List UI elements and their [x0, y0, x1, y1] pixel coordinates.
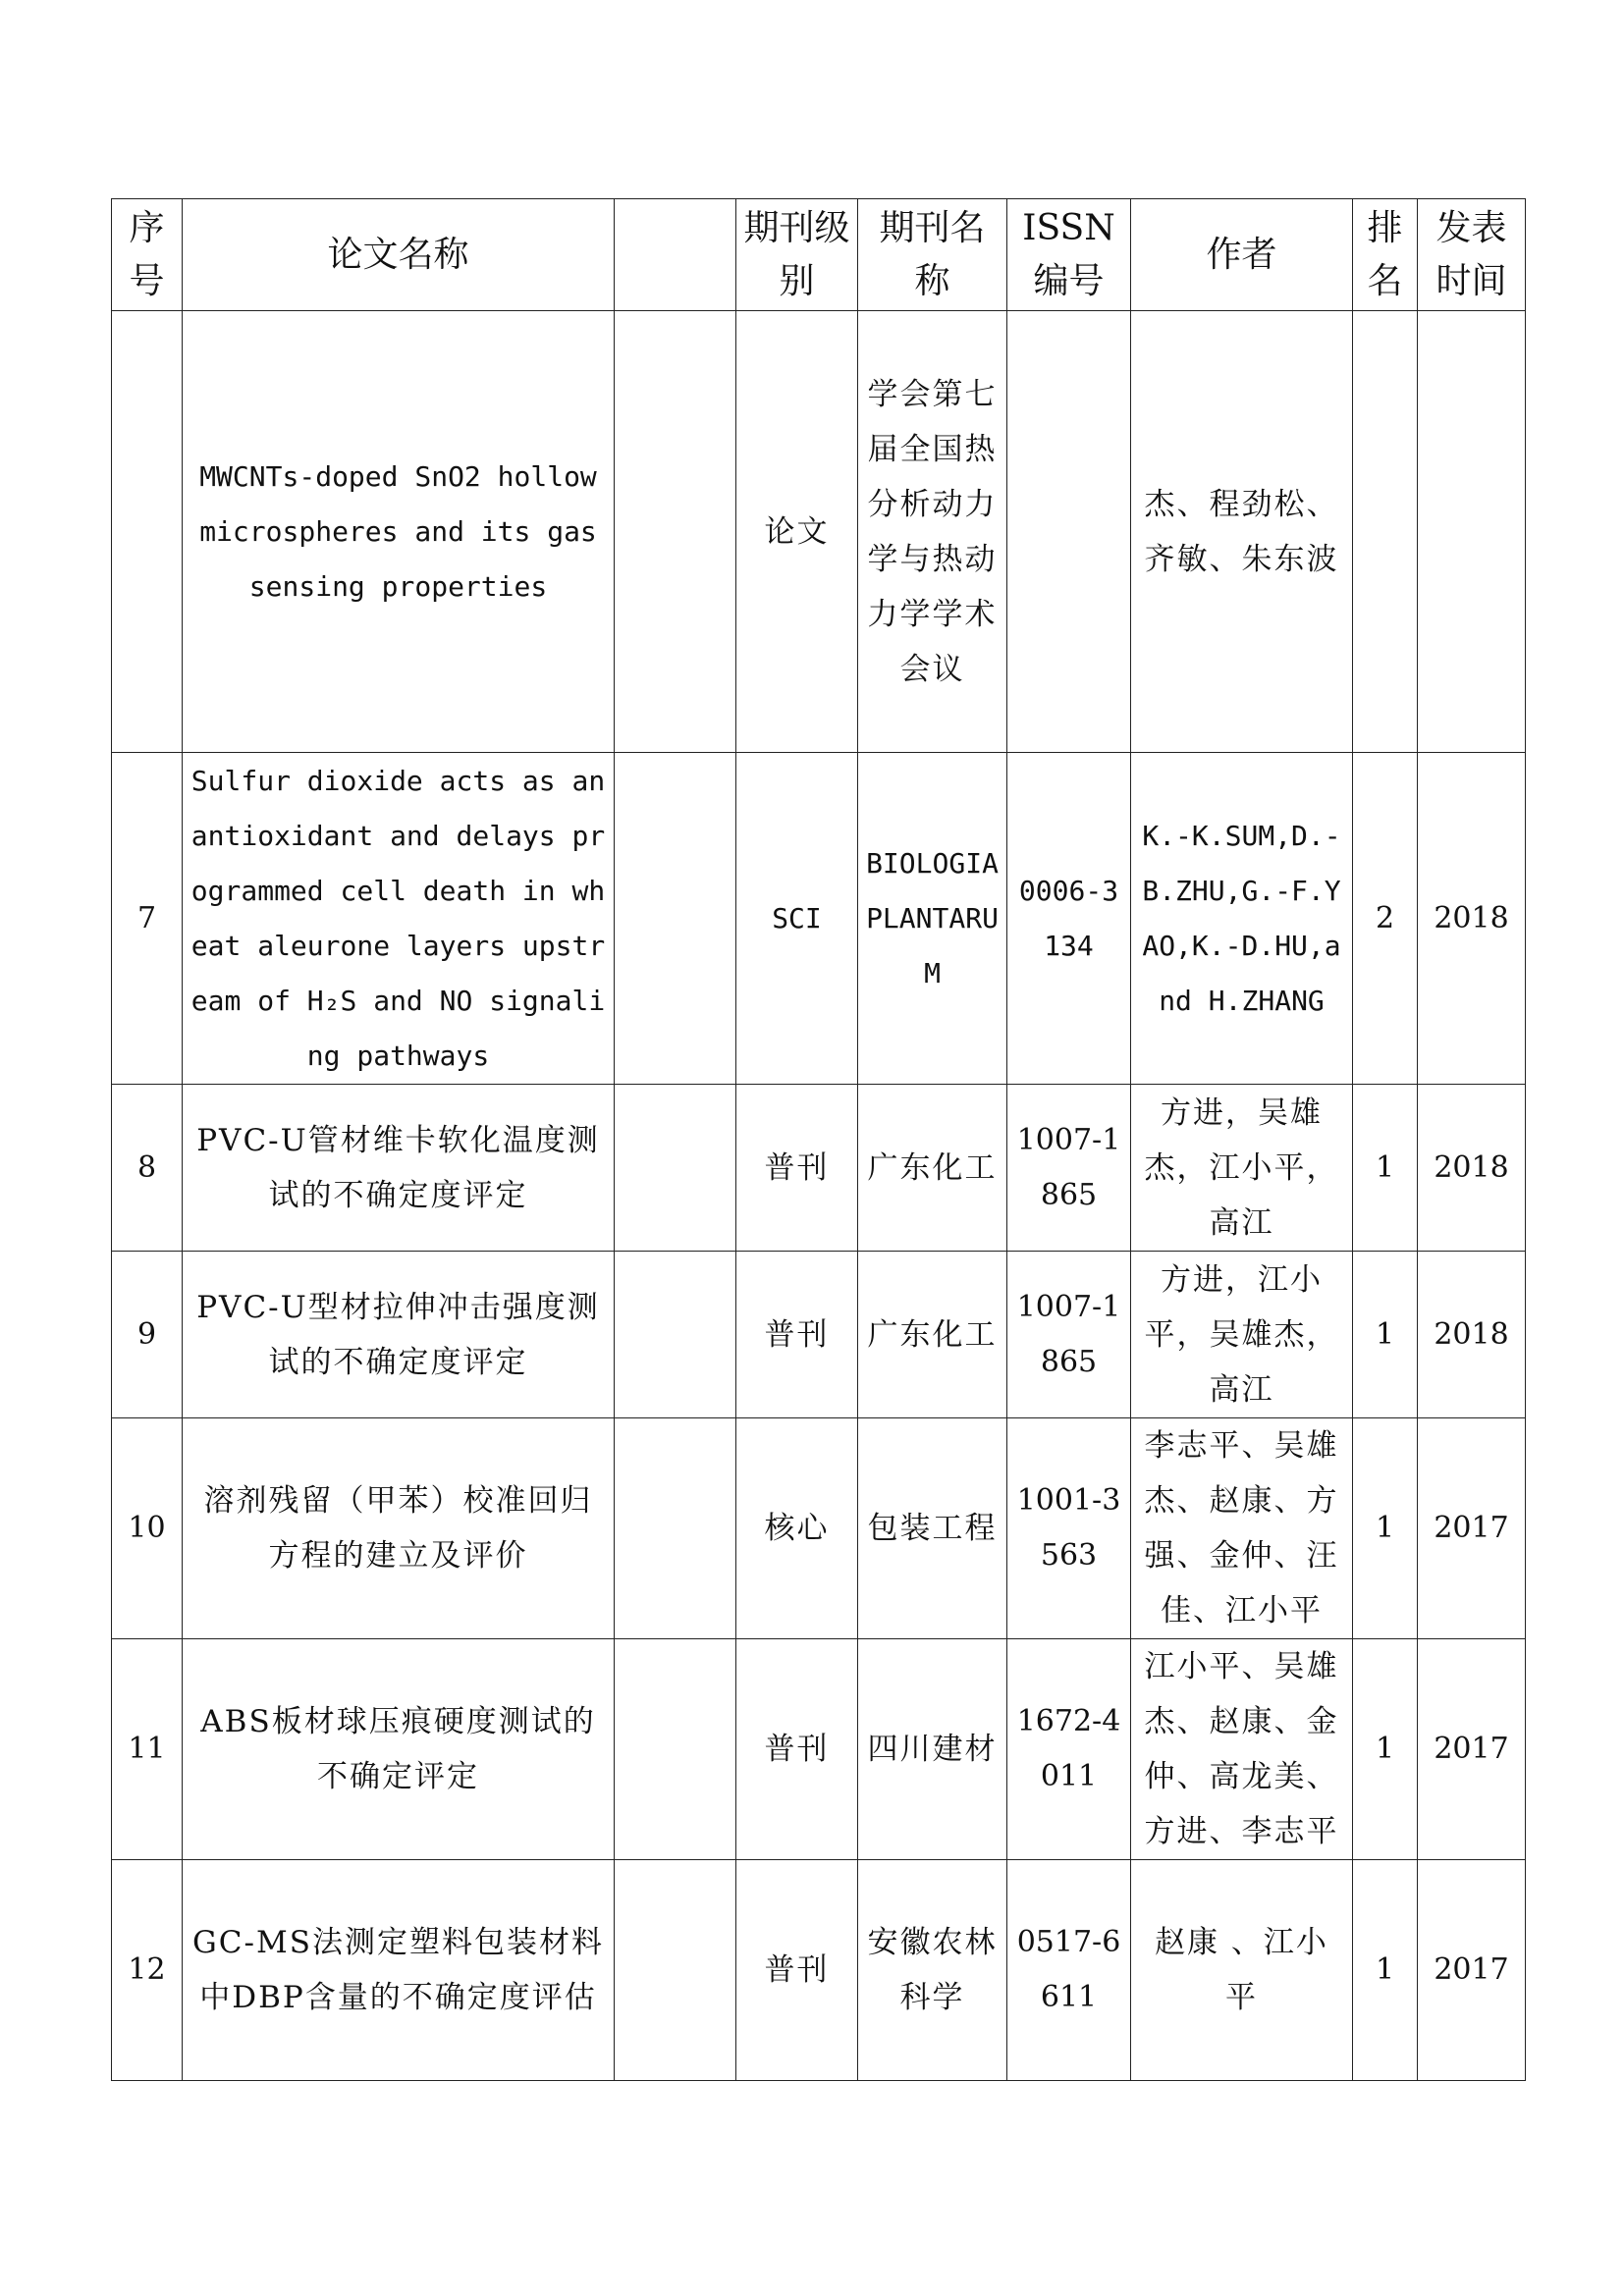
table-row	[112, 1418, 1526, 1639]
row-seq: 9	[112, 1252, 183, 1418]
row-seq: 11	[112, 1639, 183, 1860]
row-seq: 10	[112, 1418, 183, 1639]
row-seq: 8	[112, 1085, 183, 1252]
row-rank: 1	[1353, 1418, 1418, 1639]
row-title: PVC-U型材拉伸冲击强度测试的不确定度评定	[183, 1252, 615, 1418]
row-journal: 广东化工	[858, 1252, 1007, 1418]
row-blank	[615, 311, 736, 753]
header-level: 期刊级别	[736, 199, 858, 311]
row-title: 溶剂残留（甲苯）校准回归方程的建立及评价	[183, 1418, 615, 1639]
row-journal: 包装工程	[858, 1418, 1007, 1639]
row-issn: 1007-1865	[1007, 1252, 1131, 1418]
row-rank	[1353, 311, 1418, 753]
row-issn: 1672-4011	[1007, 1639, 1131, 1860]
header-seq: 序号	[112, 199, 183, 311]
row-date	[1418, 311, 1526, 753]
row-issn	[1007, 311, 1131, 753]
row-blank	[615, 1252, 736, 1418]
row-journal: 广东化工	[858, 1085, 1007, 1252]
header-journal: 期刊名称	[858, 199, 1007, 311]
row-authors: 方进，吴雄杰，江小平，高江	[1131, 1085, 1353, 1252]
row-level: SCI	[736, 753, 858, 1085]
row-level: 普刊	[736, 1860, 858, 2081]
header-date: 发表时间	[1418, 199, 1526, 311]
header-blank	[615, 199, 736, 311]
row-authors: 李志平、吴雄杰、赵康、方强、金仲、汪佳、江小平	[1131, 1418, 1353, 1639]
row-date: 2018	[1418, 1085, 1526, 1252]
table-row	[112, 753, 1526, 1085]
row-issn: 1007-1865	[1007, 1085, 1131, 1252]
row-title: MWCNTs-doped SnO2 hollow microspheres and its gas sensing properties	[183, 311, 615, 753]
table-row	[112, 311, 1526, 753]
row-level: 普刊	[736, 1639, 858, 1860]
row-title: ABS板材球压痕硬度测试的不确定评定	[183, 1639, 615, 1860]
header-issn: ISSN编号	[1007, 199, 1131, 311]
row-title: Sulfur dioxide acts as an antioxidant and delays programmed cell death in wheat aleurone layers upstream of H₂S and NO signaling pathways	[183, 753, 615, 1085]
header-rank: 排名	[1353, 199, 1418, 311]
row-journal: 四川建材	[858, 1639, 1007, 1860]
header-title: 论文名称	[183, 199, 615, 311]
row-issn: 1001-3563	[1007, 1418, 1131, 1639]
row-journal: 学会第七届全国热分析动力学与热动力学学术会议	[858, 311, 1007, 753]
row-journal: 安徽农林科学	[858, 1860, 1007, 2081]
row-issn: 0006-3134	[1007, 753, 1131, 1085]
row-blank	[615, 1639, 736, 1860]
row-authors: K.-K.SUM,D.-B.ZHU,G.-F.YAO,K.-D.HU,and H.ZHANG	[1131, 753, 1353, 1085]
row-rank: 1	[1353, 1639, 1418, 1860]
row-date: 2017	[1418, 1639, 1526, 1860]
papers-table	[111, 198, 1526, 2081]
row-blank	[615, 1418, 736, 1639]
row-authors: 赵康 、江小平	[1131, 1860, 1353, 2081]
row-seq: 7	[112, 753, 183, 1085]
row-journal: BIOLOGIA PLANTARUM	[858, 753, 1007, 1085]
table-row	[112, 1252, 1526, 1418]
row-date: 2017	[1418, 1860, 1526, 2081]
table-row	[112, 1639, 1526, 1860]
table-row	[112, 1085, 1526, 1252]
row-seq: 12	[112, 1860, 183, 2081]
row-authors: 杰、程劲松、齐敏、朱东波	[1131, 311, 1353, 753]
row-date: 2018	[1418, 753, 1526, 1085]
row-title: GC-MS法测定塑料包装材料中DBP含量的不确定度评估	[183, 1860, 615, 2081]
row-date: 2018	[1418, 1252, 1526, 1418]
row-rank: 1	[1353, 1860, 1418, 2081]
row-seq	[112, 311, 183, 753]
row-authors: 方进，江小平，吴雄杰，高江	[1131, 1252, 1353, 1418]
row-authors: 江小平、吴雄杰、赵康、金仲、高龙美、方进、李志平	[1131, 1639, 1353, 1860]
row-rank: 1	[1353, 1252, 1418, 1418]
header-row	[112, 199, 1526, 311]
table-row	[112, 1860, 1526, 2081]
row-date: 2017	[1418, 1418, 1526, 1639]
row-level: 普刊	[736, 1085, 858, 1252]
header-authors: 作者	[1131, 199, 1353, 311]
row-level: 普刊	[736, 1252, 858, 1418]
row-blank	[615, 1085, 736, 1252]
row-level: 核心	[736, 1418, 858, 1639]
row-rank: 2	[1353, 753, 1418, 1085]
row-title: PVC-U管材维卡软化温度测试的不确定度评定	[183, 1085, 615, 1252]
row-blank	[615, 1860, 736, 2081]
row-rank: 1	[1353, 1085, 1418, 1252]
row-level: 论文	[736, 311, 858, 753]
row-issn: 0517-6611	[1007, 1860, 1131, 2081]
row-blank	[615, 753, 736, 1085]
